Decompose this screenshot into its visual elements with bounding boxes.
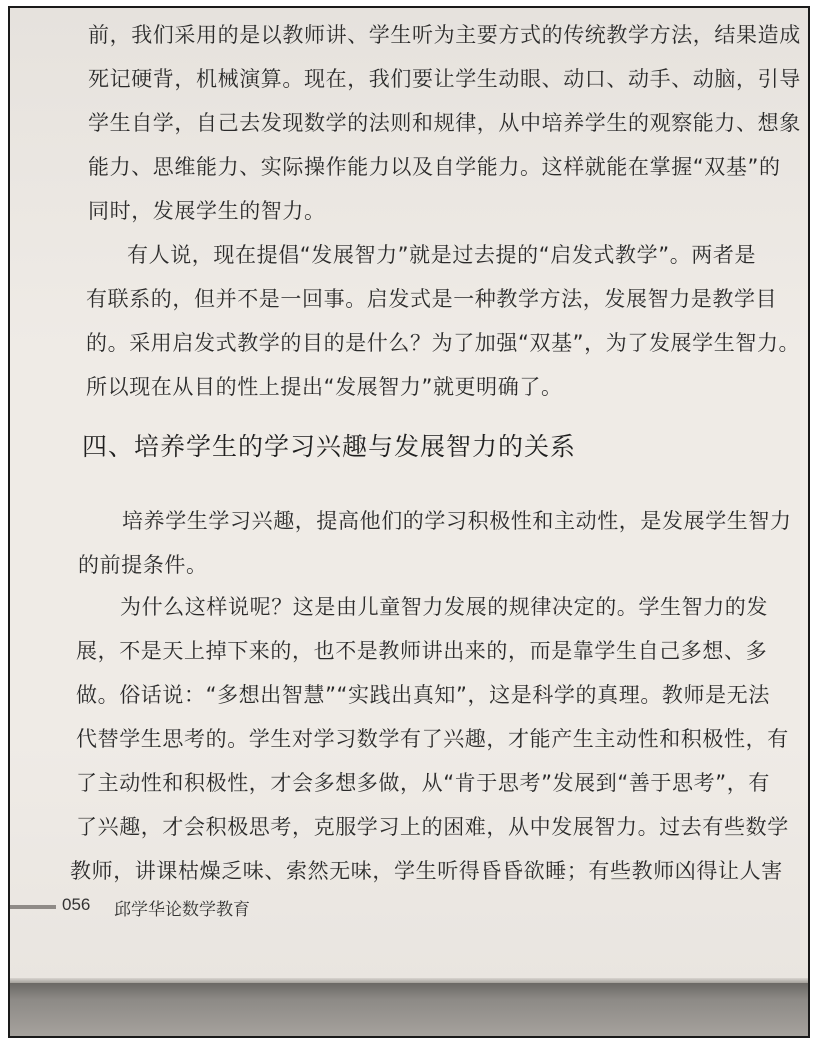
paragraph-2-line-4: 所以现在从目的性上提出“发展智力”就更明确了。 (86, 375, 563, 399)
paragraph-1-line-1: 前，我们采用的是以教师讲、学生听为主要方式的传统教学方法，结果造成 (88, 23, 801, 47)
book-page (10, 8, 810, 983)
paragraph-3-line-2: 的前提条件。 (78, 553, 208, 577)
paragraph-2-line-2: 有联系的，但并不是一回事。启发式是一种教学方法，发展智力是教学目 (86, 287, 778, 311)
paragraph-4-line-1: 为什么这样说呢？这是由儿童智力发展的规律决定的。学生智力的发 (120, 595, 768, 619)
paragraph-4-line-6: 了兴趣，才会积极思考，克服学习上的困难，从中发展智力。过去有些数学 (76, 815, 789, 839)
paragraph-4-line-5: 了主动性和积极性，才会多想多做，从“肯于思考”发展到“善于思考”，有 (76, 771, 770, 795)
footer-rule (10, 905, 56, 909)
paragraph-1-line-4: 能力、思维能力、实际操作能力以及自学能力。这样就能在掌握“双基”的 (88, 155, 781, 179)
paragraph-1-line-3: 学生自学，自己去发现数学的法则和规律，从中培养学生的观察能力、想象 (88, 111, 801, 135)
page-shadow (10, 983, 810, 1038)
book-title: 邱学华论数学教育 (114, 900, 250, 920)
paragraph-1-line-5: 同时，发展学生的智力。 (88, 199, 326, 223)
paragraph-1-line-2: 死记硬背，机械演算。现在，我们要让学生动眼、动口、动手、动脑，引导 (88, 67, 801, 91)
paragraph-4-line-4: 代替学生思考的。学生对学习数学有了兴趣，才能产生主动性和积极性，有 (76, 727, 789, 751)
paragraph-4-line-3: 做。俗话说：“多想出智慧”“实践出真知”，这是科学的真理。教师是无法 (76, 683, 770, 707)
photo-frame (8, 6, 810, 1038)
paragraph-3-line-1: 培养学生学习兴趣，提高他们的学习积极性和主动性，是发展学生智力 (122, 509, 792, 533)
paragraph-4-line-7: 教师，讲课枯燥乏味、索然无味，学生听得昏昏欲睡；有些教师凶得让人害 (70, 859, 783, 883)
page-number: 056 (62, 895, 91, 914)
paragraph-2-line-1: 有人说，现在提倡“发展智力”就是过去提的“启发式教学”。两者是 (127, 243, 757, 267)
paragraph-2-line-3: 的。采用启发式教学的目的是什么？为了加强“双基”，为了发展学生智力。 (86, 331, 801, 355)
paragraph-4-line-2: 展，不是天上掉下来的，也不是教师讲出来的，而是靠学生自己多想、多 (76, 639, 768, 663)
section-heading: 四、培养学生的学习兴趣与发展智力的关系 (82, 432, 577, 461)
